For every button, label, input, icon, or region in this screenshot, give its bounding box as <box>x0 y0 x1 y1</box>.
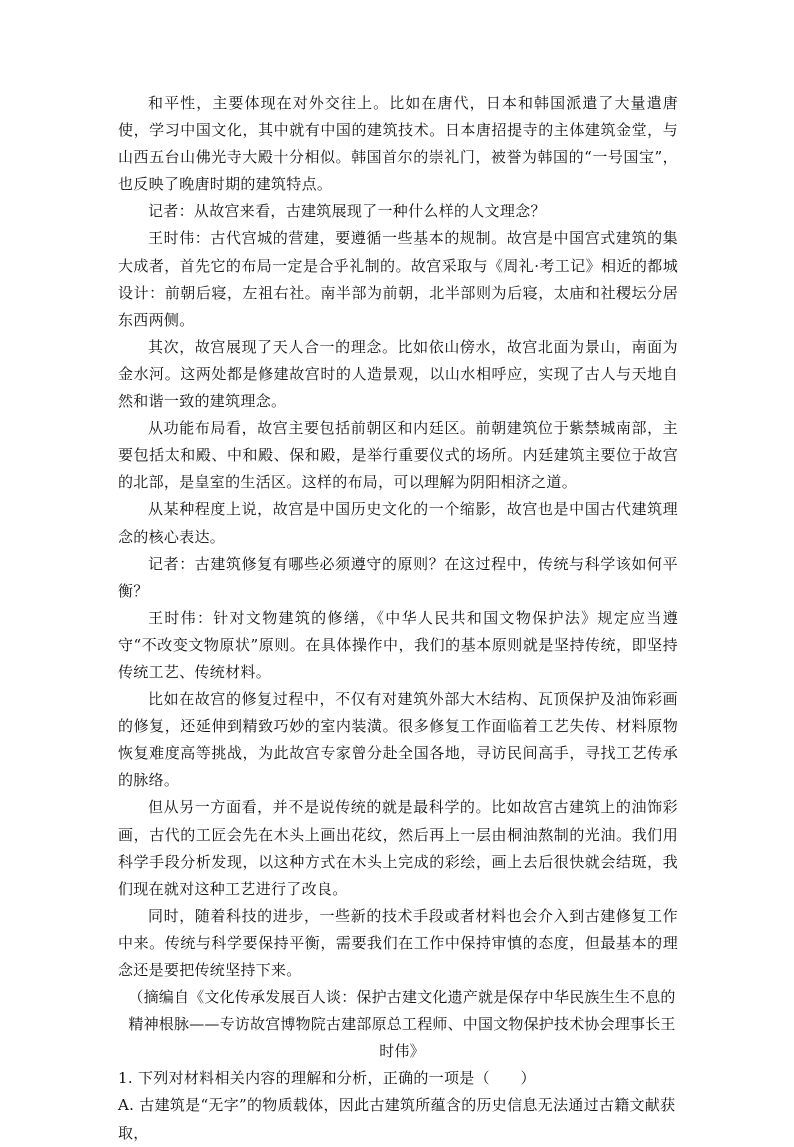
paragraph-9: 比如在故宫的修复过程中，不仅有对建筑外部大木结构、瓦顶保护及油饰彩画的修复，还延伸到精致巧妙的室内装潢。很多修复工作面临着工艺失传、材料原物恢复难度高等挑战，为此故宫专家曾分赴全国各地，寻访民间高手，寻找工艺传承的脉络。 <box>118 690 678 790</box>
article-body <box>118 90 678 1147</box>
question-stem: 1. 下列对材料相关内容的理解和分析，正确的一项是（ ） <box>118 1069 536 1088</box>
paragraph-10: 但从另一方面看，并不是说传统的就是最科学的。比如故宫古建筑上的油饰彩画，古代的工匠会先在木头上画出花纹，然后再上一层由桐油熬制的光油。我们用科学手段分析发现，以这种方式在木头上完成的彩绘，画上去后很快就会结斑，我们现在就对这种工艺进行了改良。 <box>118 798 678 898</box>
paragraph-3: 王时伟：古代宫城的营建，要遵循一些基本的规制。故宫是中国宫式建筑的集大成者，首先它的布局一定是合乎礼制的。故宫采取与《周礼·考工记》相近的都城设计：前朝后寝，左祖右社。南半部为前朝，北半部则为后寝，太庙和社稷坛分居东西两侧。 <box>118 229 678 329</box>
paragraph-6: 从某种程度上说，故宫是中国历史文化的一个缩影，故宫也是中国古代建筑理念的核心表达。 <box>118 500 678 546</box>
source-citation: （摘编自《文化传承发展百人谈：保护古建文化遗产就是保存中华民族生生不息的精神根脉——专访故宫博物院古建部原总工程师、中国文物保护技术协会理事长王时伟》 <box>128 988 676 1061</box>
paragraph-7: 记者：古建筑修复有哪些必须遵守的原则？在这过程中，传统与科学该如何平衡？ <box>118 554 678 600</box>
paragraph-4: 其次，故宫展现了天人合一的理念。比如依山傍水，故宫北面为景山，南面为金水河。这两处都是修建故宫时的人造景观，以山水相呼应，实现了古人与天地自然和谐一致的建筑理念。 <box>118 337 678 411</box>
paragraph-5: 从功能布局看，故宫主要包括前朝区和内廷区。前朝建筑位于紫禁城南部，主要包括太和殿、中和殿、保和殿，是举行重要仪式的场所。内廷建筑主要位于故宫的北部，是皇室的生活区。这样的布局，可以理解为阴阳相济之道。 <box>118 419 678 492</box>
option-a: A. 古建筑是“无字”的物质载体，因此古建筑所蕴含的历史信息无法通过古籍文献获取， <box>118 1096 676 1142</box>
paragraph-2: 记者：从故宫来看，古建筑展现了一种什么样的人文理念？ <box>148 202 546 221</box>
paragraph-1: 和平性，主要体现在对外交往上。比如在唐代，日本和韩国派遣了大量遣唐使，学习中国文化，其中就有中国的建筑技术。日本唐招提寺的主体建筑金堂，与山西五台山佛光寺大殿十分相似。韩国首尔的崇礼门，被誉为韩国的“一号国宝”，也反映了晚唐时期的建筑特点。 <box>118 94 678 194</box>
paragraph-8: 王时伟：针对文物建筑的修缮，《中华人民共和国文物保护法》规定应当遵守“不改变文物原状”原则。在具体操作中，我们的基本原则就是坚持传统，即坚持传统工艺、传统材料。 <box>118 608 678 681</box>
paragraph-11: 同时，随着科技的进步，一些新的技术手段或者材料也会介入到古建修复工作中来。传统与科学要保持平衡，需要我们在工作中保持审慎的态度，但最基本的理念还是要把传统坚持下来。 <box>118 906 678 979</box>
